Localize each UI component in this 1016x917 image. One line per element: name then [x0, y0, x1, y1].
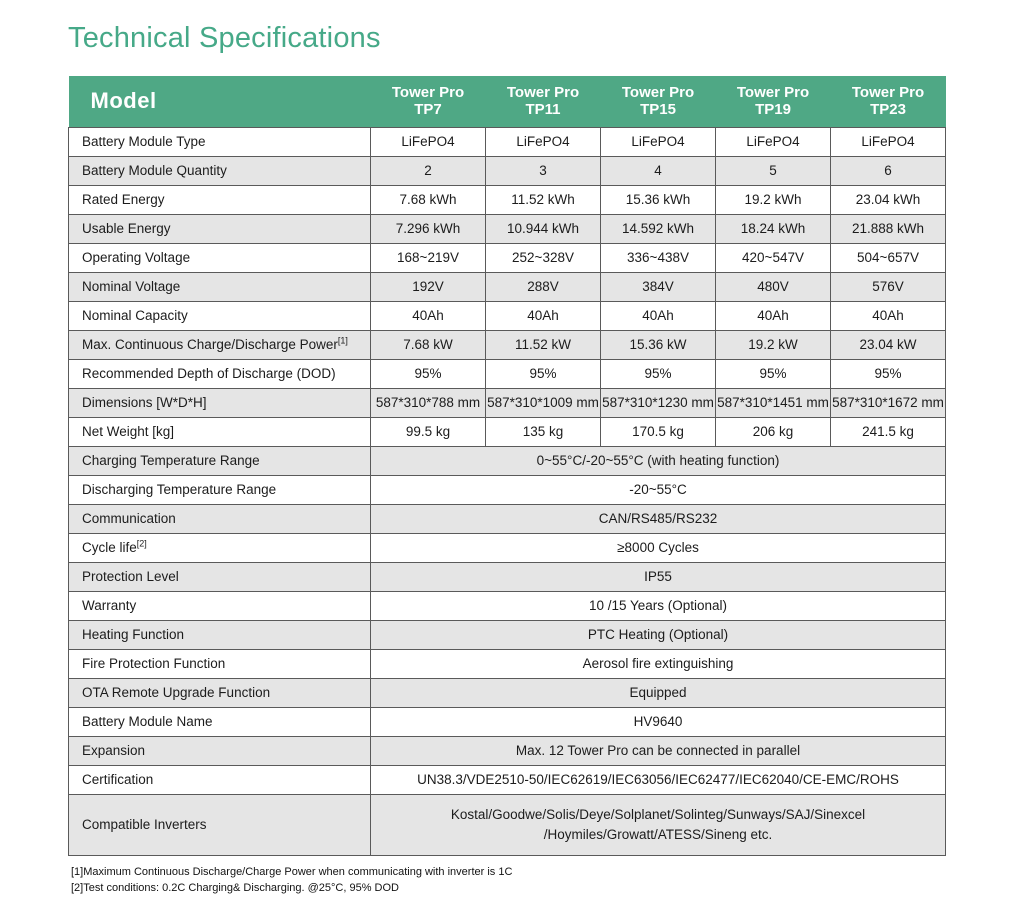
- spec-value: 7.68 kW: [371, 330, 486, 359]
- spec-value: 6: [831, 156, 946, 185]
- spec-value: 587*310*1009 mm: [486, 388, 601, 417]
- spec-value: 40Ah: [601, 301, 716, 330]
- spec-value: 40Ah: [486, 301, 601, 330]
- spec-value-merged: PTC Heating (Optional): [371, 620, 946, 649]
- row-label: Nominal Capacity: [69, 301, 371, 330]
- spec-value: 192V: [371, 272, 486, 301]
- column-header-tp23: [831, 76, 946, 127]
- table-row: [69, 446, 946, 475]
- spec-value: 3: [486, 156, 601, 185]
- page-title: Technical Specifications: [68, 22, 381, 54]
- spec-value: 14.592 kWh: [601, 214, 716, 243]
- spec-value: 7.296 kWh: [371, 214, 486, 243]
- spec-value-merged: Equipped: [371, 678, 946, 707]
- spec-value: LiFePO4: [601, 127, 716, 156]
- spec-value: 95%: [716, 359, 831, 388]
- column-model-name: TP11: [525, 101, 561, 119]
- row-label: OTA Remote Upgrade Function: [69, 678, 371, 707]
- spec-value: 19.2 kW: [716, 330, 831, 359]
- table-row: [69, 214, 946, 243]
- row-label: Max. Continuous Charge/Discharge Power[1]: [69, 330, 371, 359]
- table-row: [69, 678, 946, 707]
- spec-value: 11.52 kWh: [486, 185, 601, 214]
- spec-value: LiFePO4: [716, 127, 831, 156]
- row-label: Expansion: [69, 736, 371, 765]
- row-label: Recommended Depth of Discharge (DOD): [69, 359, 371, 388]
- model-header: Model: [69, 76, 371, 127]
- table-row: [69, 562, 946, 591]
- row-label: Battery Module Quantity: [69, 156, 371, 185]
- table-row: [69, 243, 946, 272]
- spec-value-merged: Max. 12 Tower Pro can be connected in parallel: [371, 736, 946, 765]
- spec-value: 576V: [831, 272, 946, 301]
- spec-value: 241.5 kg: [831, 417, 946, 446]
- spec-table-header: [69, 76, 946, 127]
- spec-value: 10.944 kWh: [486, 214, 601, 243]
- footnote-ref: [2]: [136, 538, 147, 549]
- spec-value: 95%: [831, 359, 946, 388]
- table-row: [69, 272, 946, 301]
- spec-value: 19.2 kWh: [716, 185, 831, 214]
- spec-value: 15.36 kW: [601, 330, 716, 359]
- table-row: [69, 475, 946, 504]
- spec-value: 288V: [486, 272, 601, 301]
- spec-value: LiFePO4: [371, 127, 486, 156]
- row-label: Battery Module Type: [69, 127, 371, 156]
- header-row: [69, 76, 946, 127]
- spec-table-body: [69, 127, 946, 855]
- table-row: [69, 765, 946, 794]
- table-row: [69, 591, 946, 620]
- spec-value: 504~657V: [831, 243, 946, 272]
- column-header-tp7: [371, 76, 486, 127]
- spec-value: 15.36 kWh: [601, 185, 716, 214]
- table-row: [69, 649, 946, 678]
- spec-value: 135 kg: [486, 417, 601, 446]
- column-series-name: Tower Pro: [506, 84, 580, 102]
- row-label: Fire Protection Function: [69, 649, 371, 678]
- table-row: [69, 417, 946, 446]
- spec-value: 23.04 kWh: [831, 185, 946, 214]
- spec-value: 40Ah: [716, 301, 831, 330]
- spec-value: 21.888 kWh: [831, 214, 946, 243]
- row-label: Operating Voltage: [69, 243, 371, 272]
- table-row: [69, 533, 946, 562]
- row-label: Net Weight [kg]: [69, 417, 371, 446]
- row-label: Charging Temperature Range: [69, 446, 371, 475]
- table-row: [69, 620, 946, 649]
- spec-value: 4: [601, 156, 716, 185]
- spec-value: 7.68 kWh: [371, 185, 486, 214]
- table-row: [69, 330, 946, 359]
- footnote-1: [1]Maximum Continuous Discharge/Charge Power when communicating with inverter is 1C: [71, 865, 513, 878]
- table-row: [69, 156, 946, 185]
- spec-value: 95%: [371, 359, 486, 388]
- table-row: [69, 736, 946, 765]
- spec-value: 420~547V: [716, 243, 831, 272]
- spec-value-merged: -20~55°C: [371, 475, 946, 504]
- column-header-tp11: [486, 76, 601, 127]
- spec-value: 5: [716, 156, 831, 185]
- spec-value: 587*310*1451 mm: [716, 388, 831, 417]
- column-model-name: TP15: [640, 101, 676, 119]
- table-row: [69, 359, 946, 388]
- column-series-name: Tower Pro: [391, 84, 465, 102]
- footnote-ref: [1]: [337, 335, 348, 346]
- spec-value: 99.5 kg: [371, 417, 486, 446]
- table-row: [69, 794, 946, 855]
- row-label: Discharging Temperature Range: [69, 475, 371, 504]
- row-label: Rated Energy: [69, 185, 371, 214]
- footnotes: [68, 864, 948, 896]
- row-label: Dimensions [W*D*H]: [69, 388, 371, 417]
- spec-value: 384V: [601, 272, 716, 301]
- row-label: Battery Module Name: [69, 707, 371, 736]
- table-row: [69, 127, 946, 156]
- spec-value: LiFePO4: [831, 127, 946, 156]
- row-label: Cycle life[2]: [69, 533, 371, 562]
- spec-value-merged: 0~55°C/-20~55°C (with heating function): [371, 446, 946, 475]
- spec-value: 2: [371, 156, 486, 185]
- table-row: [69, 185, 946, 214]
- spec-value-merged: UN38.3/VDE2510-50/IEC62619/IEC63056/IEC62477/IEC62040/CE-EMC/ROHS: [371, 765, 946, 794]
- spec-value: 587*310*1672 mm: [831, 388, 946, 417]
- column-series-name: Tower Pro: [621, 84, 695, 102]
- spec-value: 18.24 kWh: [716, 214, 831, 243]
- table-row: [69, 504, 946, 533]
- spec-value-merged: IP55: [371, 562, 946, 591]
- row-label: Nominal Voltage: [69, 272, 371, 301]
- spec-value: 336~438V: [601, 243, 716, 272]
- spec-table: [68, 76, 946, 856]
- column-header-tp15: [601, 76, 716, 127]
- spec-value: 480V: [716, 272, 831, 301]
- row-label: Protection Level: [69, 562, 371, 591]
- row-label: Heating Function: [69, 620, 371, 649]
- spec-value: 206 kg: [716, 417, 831, 446]
- row-label: Warranty: [69, 591, 371, 620]
- column-model-name: TP19: [755, 101, 791, 119]
- row-label: Communication: [69, 504, 371, 533]
- spec-value-merged: Aerosol fire extinguishing: [371, 649, 946, 678]
- row-label: Certification: [69, 765, 371, 794]
- row-label: Compatible Inverters: [69, 794, 371, 855]
- table-row: [69, 707, 946, 736]
- spec-value: 95%: [486, 359, 601, 388]
- column-series-name: Tower Pro: [851, 84, 925, 102]
- spec-value: 11.52 kW: [486, 330, 601, 359]
- spec-value: 40Ah: [831, 301, 946, 330]
- spec-value-merged: Kostal/Goodwe/Solis/Deye/Solplanet/Solinteg/Sunways/SAJ/Sinexcel /Hoymiles/Growatt/ATESS/Sineng etc.: [371, 794, 946, 855]
- footnote-2: [2]Test conditions: 0.2C Charging& Discharging. @25°C, 95% DOD: [71, 881, 399, 894]
- column-model-name: TP23: [870, 101, 906, 119]
- spec-value: 40Ah: [371, 301, 486, 330]
- row-label: Usable Energy: [69, 214, 371, 243]
- spec-value: LiFePO4: [486, 127, 601, 156]
- spec-value-merged: HV9640: [371, 707, 946, 736]
- spec-value: 587*310*788 mm: [371, 388, 486, 417]
- spec-value-merged: CAN/RS485/RS232: [371, 504, 946, 533]
- spec-value: 170.5 kg: [601, 417, 716, 446]
- spec-value: 168~219V: [371, 243, 486, 272]
- spec-value: 587*310*1230 mm: [601, 388, 716, 417]
- spec-value-merged: ≥8000 Cycles: [371, 533, 946, 562]
- spec-value: 95%: [601, 359, 716, 388]
- table-row: [69, 301, 946, 330]
- table-row: [69, 388, 946, 417]
- spec-value-merged: 10 /15 Years (Optional): [371, 591, 946, 620]
- spec-value: 23.04 kW: [831, 330, 946, 359]
- column-header-tp19: [716, 76, 831, 127]
- spec-value: 252~328V: [486, 243, 601, 272]
- column-model-name: TP7: [414, 101, 442, 119]
- column-series-name: Tower Pro: [736, 84, 810, 102]
